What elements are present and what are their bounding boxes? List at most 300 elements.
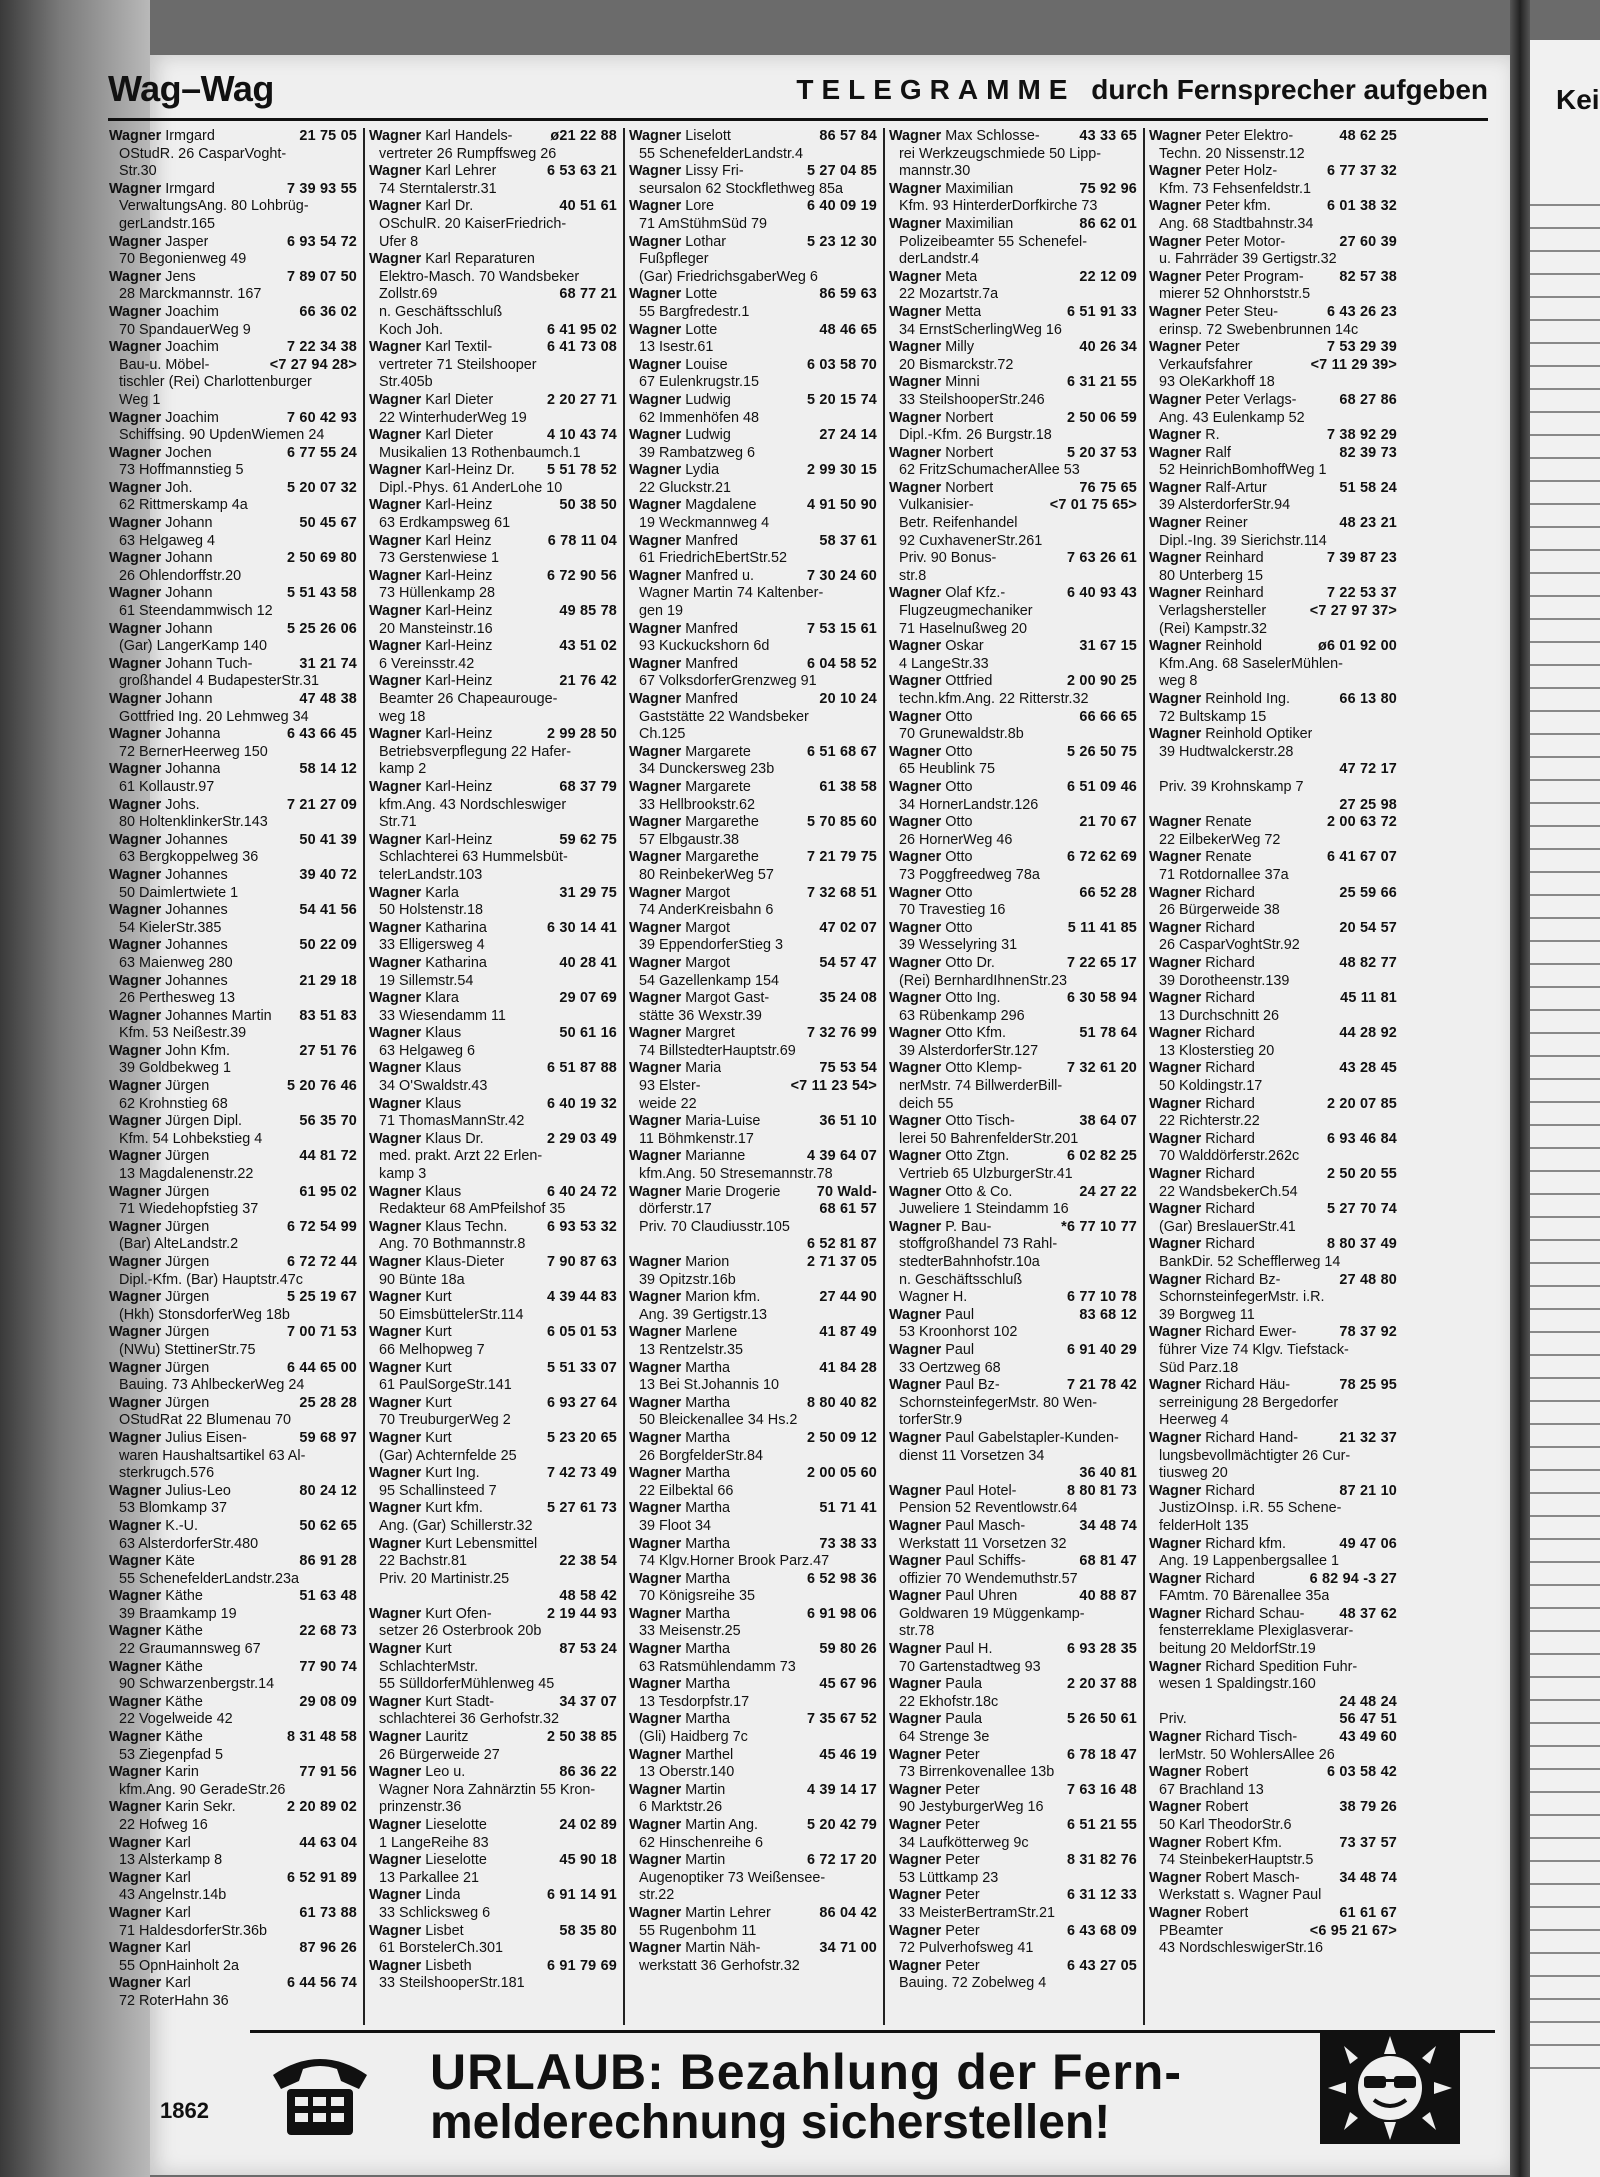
entry-text: 39 Braamkamp 19 bbox=[119, 1605, 237, 1622]
phone-number: 50 38 50 bbox=[559, 497, 617, 514]
phone-number: 5 11 41 85 bbox=[1067, 919, 1137, 936]
entry-name-line bbox=[1149, 990, 1397, 1008]
listing-entry bbox=[889, 779, 1137, 814]
entry-text: 92 CuxhavenerStr.261 bbox=[899, 532, 1043, 549]
entry-detail-line bbox=[629, 1870, 877, 1888]
entry-text: (Hkh) StonsdorferWeg 18b bbox=[119, 1306, 290, 1323]
entry-name-line bbox=[889, 955, 1137, 973]
entry-text: Wagner Martin Lehrer bbox=[629, 1904, 771, 1921]
entry-text: telerLandstr.103 bbox=[379, 866, 483, 883]
entry-name-line bbox=[1149, 955, 1397, 973]
phone-number: 5 26 50 61 bbox=[1066, 1711, 1137, 1728]
entry-text: Wagner Kurt Lebensmittel bbox=[369, 1535, 538, 1552]
surname: Wagner bbox=[369, 339, 422, 356]
entry-detail-line bbox=[109, 163, 357, 181]
entry-detail-line bbox=[629, 585, 877, 603]
entry-text: Wagner Maria-Luise bbox=[629, 1113, 761, 1130]
phone-number: 34 37 07 bbox=[559, 1693, 617, 1710]
phone-number: 40 88 87 bbox=[1079, 1588, 1137, 1605]
entry-text: Wagner Martha bbox=[629, 1641, 731, 1658]
surname: Wagner bbox=[369, 831, 422, 848]
entry-name-line bbox=[369, 1729, 617, 1747]
entry-text: waren Haushaltsartikel 63 Al- bbox=[119, 1447, 306, 1464]
entry-detail-line bbox=[629, 1096, 877, 1114]
surname: Wagner bbox=[889, 743, 942, 760]
entry-detail-line bbox=[109, 1923, 357, 1941]
listing-entry bbox=[1149, 920, 1397, 955]
entry-text: 39 Goldbekweg 1 bbox=[119, 1060, 232, 1077]
entry-detail-line bbox=[889, 427, 1137, 445]
entry-text: 63 AlsterdorferStr.480 bbox=[119, 1535, 259, 1552]
entry-text: Wagner Richard kfm. bbox=[1149, 1535, 1287, 1552]
surname: Wagner bbox=[889, 585, 942, 602]
phone-number: 5 51 33 07 bbox=[546, 1359, 617, 1376]
entry-detail-line bbox=[629, 709, 877, 727]
surname: Wagner bbox=[889, 339, 942, 356]
phone-number: 7 53 29 39 bbox=[1326, 339, 1397, 356]
entry-detail-line bbox=[629, 269, 877, 287]
listing-entry bbox=[369, 1817, 617, 1852]
phone-number: 7 00 71 53 bbox=[286, 1324, 357, 1341]
phone-number: 6 52 81 87 bbox=[806, 1236, 877, 1253]
phone-number: 83 51 83 bbox=[299, 1007, 357, 1024]
entry-name-line bbox=[889, 709, 1137, 727]
listing-entry bbox=[369, 885, 617, 920]
entry-name-line bbox=[629, 1289, 877, 1307]
listing-entry bbox=[109, 937, 357, 972]
listing-entry bbox=[109, 1043, 357, 1078]
entry-name-line bbox=[889, 990, 1137, 1008]
surname: Wagner bbox=[889, 268, 942, 285]
surname: Wagner bbox=[889, 1922, 942, 1939]
entry-text: Gaststätte 22 Wandsbeker bbox=[639, 708, 809, 725]
entry-text: Wagner Jochen bbox=[109, 444, 212, 461]
entry-text: Ang. 43 Eulenkamp 52 bbox=[1159, 409, 1305, 426]
phone-number: 8 80 81 73 bbox=[1066, 1482, 1137, 1499]
entry-name-line bbox=[1149, 1060, 1397, 1078]
entry-name-line bbox=[1149, 691, 1397, 709]
phone-number: 21 70 67 bbox=[1079, 814, 1137, 831]
surname: Wagner bbox=[629, 1641, 682, 1658]
surname: Wagner bbox=[369, 1218, 422, 1235]
entry-text: 95 Schallinsteed 7 bbox=[379, 1482, 497, 1499]
entry-name-line bbox=[1149, 1166, 1397, 1184]
surname: Wagner bbox=[369, 163, 422, 180]
entry-text: kamp 2 bbox=[379, 761, 427, 778]
entry-detail-line bbox=[889, 902, 1137, 920]
entry-text: Wagner Reinhard bbox=[1149, 550, 1264, 567]
entry-text: 20 Bismarckstr.72 bbox=[899, 356, 1014, 373]
listing-entry bbox=[109, 1254, 357, 1289]
entry-text: Wagner Robert bbox=[1149, 1764, 1249, 1781]
listing-entry bbox=[109, 1113, 357, 1148]
entry-text: 22 Vogelweide 42 bbox=[119, 1711, 233, 1728]
entry-detail-line bbox=[1149, 779, 1397, 797]
entry-text: Wagner Johanna bbox=[109, 726, 221, 743]
entry-detail-line bbox=[889, 1008, 1137, 1026]
entry-text: Wagner Linda bbox=[369, 1887, 461, 1904]
entry-text: Polizeibeamter 55 Schenefel- bbox=[899, 233, 1087, 250]
entry-text: mierer 52 Ohnhorststr.5 bbox=[1159, 286, 1311, 303]
entry-detail-line bbox=[889, 656, 1137, 674]
entry-detail-line bbox=[629, 1483, 877, 1501]
surname: Wagner bbox=[889, 409, 942, 426]
entry-text: derLandstr.4 bbox=[899, 251, 980, 268]
phone-number: 6 40 09 19 bbox=[806, 198, 877, 215]
entry-detail-line bbox=[369, 902, 617, 920]
listing-entry bbox=[629, 128, 877, 163]
surname: Wagner bbox=[109, 1007, 162, 1024]
entry-detail-line bbox=[109, 1747, 357, 1765]
entry-detail-line bbox=[1149, 497, 1397, 515]
surname: Wagner bbox=[1149, 163, 1202, 180]
entry-name-line bbox=[889, 920, 1137, 938]
surname: Wagner bbox=[109, 1834, 162, 1851]
entry-text: Wagner Johannes Martin bbox=[109, 1007, 272, 1024]
entry-text: Wagner Otto bbox=[889, 884, 973, 901]
listing-entry bbox=[889, 920, 1137, 955]
entry-detail-line bbox=[109, 920, 357, 938]
phone-number: 78 25 95 bbox=[1339, 1377, 1397, 1394]
entry-text: n. Geschäftsschluß bbox=[899, 1271, 1023, 1288]
entry-name-line bbox=[629, 163, 877, 181]
listing-entry bbox=[889, 1483, 1137, 1518]
entry-detail-line bbox=[629, 1694, 877, 1712]
phone-number: 4 91 50 90 bbox=[806, 497, 877, 514]
entry-text: Wagner Peter kfm. bbox=[1149, 198, 1271, 215]
listing-entry bbox=[109, 1289, 357, 1324]
entry-name-line bbox=[109, 1694, 357, 1712]
phone-number: 20 54 57 bbox=[1339, 919, 1397, 936]
listing-entry bbox=[109, 797, 357, 832]
entry-text: Wagner Karl-Heinz bbox=[369, 567, 493, 584]
phone-number: 2 50 20 55 bbox=[1326, 1166, 1397, 1183]
entry-name-line bbox=[109, 1113, 357, 1131]
entry-text: 67 Brachland 13 bbox=[1159, 1781, 1264, 1798]
entry-text: (Rei) BernhardIhnenStr.23 bbox=[899, 972, 1067, 989]
entry-detail-line bbox=[109, 374, 357, 392]
listing-entry bbox=[889, 480, 1137, 586]
listing-entry bbox=[369, 497, 617, 532]
entry-text: 73 Birrenkovenallee 13b bbox=[899, 1764, 1055, 1781]
surname: Wagner bbox=[629, 567, 682, 584]
phone-number: 45 90 18 bbox=[559, 1852, 617, 1869]
entry-text: 55 SchenefelderLandstr.4 bbox=[639, 145, 804, 162]
entry-text: (Gar) LangerKamp 140 bbox=[119, 638, 267, 655]
entry-detail-line bbox=[1149, 1307, 1397, 1325]
entry-text: 13 Alsterkamp 8 bbox=[119, 1852, 223, 1869]
entry-name-line bbox=[889, 1307, 1137, 1325]
entry-name-line bbox=[109, 1254, 357, 1272]
entry-text: 34 HornerLandstr.126 bbox=[899, 796, 1039, 813]
entry-text: Verkaufsfahrer bbox=[1159, 356, 1253, 373]
listing-entry bbox=[109, 1940, 357, 1975]
entry-text: weide 22 bbox=[639, 1095, 697, 1112]
entry-name-line bbox=[109, 937, 357, 955]
entry-name-line bbox=[109, 1835, 357, 1853]
phone-number: 58 14 12 bbox=[299, 761, 357, 778]
listing-entry bbox=[1149, 1096, 1397, 1131]
entry-name-line bbox=[629, 1606, 877, 1624]
entry-text: Fußpfleger bbox=[639, 251, 709, 268]
entry-detail-line bbox=[369, 1747, 617, 1765]
entry-text: Wagner Paula bbox=[889, 1711, 983, 1728]
surname: Wagner bbox=[629, 814, 682, 831]
entry-detail-line bbox=[1149, 1008, 1397, 1026]
phone-number: 47 48 38 bbox=[299, 691, 357, 707]
entry-text: Wagner Richard bbox=[1149, 1025, 1255, 1042]
phone-number: 6 43 27 05 bbox=[1066, 1957, 1137, 1974]
surname: Wagner bbox=[109, 444, 162, 461]
entry-text: 13 Bei St.Johannis 10 bbox=[639, 1377, 780, 1394]
entry-detail-line bbox=[109, 1025, 357, 1043]
entry-name-line bbox=[629, 1676, 877, 1694]
entry-text: Wagner Otto bbox=[889, 743, 973, 760]
entry-name-line bbox=[629, 1571, 877, 1589]
entry-text: 71 Haselnußweg 20 bbox=[899, 620, 1027, 637]
listing-entry bbox=[889, 1219, 1137, 1307]
listing-entry bbox=[369, 163, 617, 198]
surname: Wagner bbox=[889, 479, 942, 496]
entry-text: Wagner Karl Handels- bbox=[369, 128, 513, 144]
phone-number: 6 41 95 02 bbox=[546, 321, 617, 338]
listing-entry bbox=[889, 673, 1137, 708]
listing-entry bbox=[629, 1905, 877, 1940]
entry-name-line bbox=[889, 1676, 1137, 1694]
surname: Wagner bbox=[369, 1025, 422, 1042]
surname: Wagner bbox=[109, 1658, 162, 1675]
surname: Wagner bbox=[629, 954, 682, 971]
phone-number: 34 48 74 bbox=[1339, 1869, 1397, 1886]
listing-entry bbox=[109, 410, 357, 445]
listing-entry bbox=[889, 128, 1137, 181]
entry-text: 13 Oberstr.140 bbox=[639, 1764, 735, 1781]
entry-text: Wagner Karl-Heinz bbox=[369, 778, 493, 795]
surname: Wagner bbox=[1149, 990, 1202, 1007]
surname: Wagner bbox=[369, 427, 422, 444]
entry-text: Bauing. 72 Zobelweg 4 bbox=[899, 1975, 1047, 1992]
listing-entry bbox=[109, 1184, 357, 1219]
listing-entry bbox=[109, 1483, 357, 1518]
entry-detail-line bbox=[889, 568, 1137, 586]
surname: Wagner bbox=[109, 1764, 162, 1781]
entry-name-line bbox=[109, 1518, 357, 1536]
phone-number: 7 39 87 23 bbox=[1326, 550, 1397, 567]
entry-text: 33 Elligersweg 4 bbox=[379, 937, 485, 954]
phone-number: 6 77 37 32 bbox=[1326, 163, 1397, 180]
phone-number: 5 23 12 30 bbox=[806, 233, 877, 250]
phone-number: 5 51 43 58 bbox=[286, 585, 357, 602]
entry-text: Wagner Otto bbox=[889, 708, 973, 725]
phone-number: 54 41 56 bbox=[299, 902, 357, 919]
surname: Wagner bbox=[369, 1500, 422, 1517]
entry-text: 22 Eilbektal 66 bbox=[639, 1482, 734, 1499]
entry-text: Wagner Kurt bbox=[369, 1641, 452, 1658]
listing-entry bbox=[1149, 885, 1397, 920]
surname: Wagner bbox=[1149, 198, 1202, 215]
surname: Wagner bbox=[369, 1922, 422, 1939]
surname: Wagner bbox=[1149, 884, 1202, 901]
phone-number: 2 20 89 02 bbox=[286, 1799, 357, 1816]
entry-text: Wagner Johannes bbox=[109, 902, 228, 919]
entry-text: Wagner Johanna bbox=[109, 761, 221, 778]
entry-text: Wagner Käthe bbox=[109, 1658, 203, 1675]
phone-number: 48 37 62 bbox=[1339, 1605, 1397, 1622]
entry-text: Wagner Otto bbox=[889, 849, 973, 866]
entry-text: torferStr.9 bbox=[899, 1412, 963, 1429]
entry-text: Wagner Lissy Fri- bbox=[629, 163, 744, 180]
phone-number: 66 52 28 bbox=[1079, 884, 1137, 901]
entry-text: 19 Weckmannweg 4 bbox=[639, 515, 770, 532]
surname: Wagner bbox=[369, 726, 422, 743]
next-page-header: Kei bbox=[1556, 84, 1600, 115]
entry-name-line bbox=[369, 1430, 617, 1448]
entry-name-line bbox=[109, 1395, 357, 1413]
entry-name-line bbox=[629, 1025, 877, 1043]
surname: Wagner bbox=[629, 1289, 682, 1306]
entry-detail-line bbox=[369, 1377, 617, 1395]
entry-name-line bbox=[1149, 1272, 1397, 1290]
phone-number: 27 60 39 bbox=[1339, 233, 1397, 250]
phone-number: 56 47 51 bbox=[1339, 1711, 1397, 1728]
entry-text: Wagner Martha bbox=[629, 1500, 731, 1517]
entry-text: 50 Bleickenallee 34 Hs.2 bbox=[639, 1412, 798, 1429]
entry-text: Wagner Karl Dieter bbox=[369, 391, 494, 408]
surname: Wagner bbox=[629, 1183, 682, 1200]
surname: Wagner bbox=[369, 1817, 422, 1833]
phone-number: 27 44 90 bbox=[819, 1289, 877, 1306]
phone-number: 2 50 06 59 bbox=[1066, 409, 1137, 426]
phone-number: 2 20 37 88 bbox=[1066, 1676, 1137, 1693]
listing-entry bbox=[629, 1500, 877, 1535]
surname: Wagner bbox=[369, 1183, 422, 1200]
entry-text: 73 Poggfreedweg 78a bbox=[899, 866, 1040, 883]
entry-text: 74 BillstedterHauptstr.69 bbox=[639, 1042, 796, 1059]
entry-detail-line bbox=[629, 1729, 877, 1747]
surname: Wagner bbox=[889, 778, 942, 795]
entry-detail-line bbox=[629, 1887, 877, 1905]
entry-text: Gottfried Ing. 20 Lehmweg 34 bbox=[119, 708, 309, 725]
entry-name-line bbox=[109, 269, 357, 287]
entry-text: kfm.Ang. 43 Nordschleswiger bbox=[379, 796, 567, 813]
surname: Wagner bbox=[1149, 691, 1202, 707]
surname: Wagner bbox=[1149, 444, 1202, 461]
entry-detail-line bbox=[369, 1342, 617, 1360]
surname: Wagner bbox=[369, 1764, 422, 1781]
entry-text: rei Werkzeugschmiede 50 Lipp- bbox=[899, 145, 1102, 162]
entry-name-line bbox=[1149, 849, 1397, 867]
phone-number: ø6 01 92 00 bbox=[1317, 638, 1397, 655]
listing-entry bbox=[629, 990, 877, 1025]
phone-number: 25 28 28 bbox=[299, 1394, 357, 1411]
listing-entry bbox=[369, 1887, 617, 1922]
phone-number: 22 12 09 bbox=[1079, 268, 1137, 285]
surname: Wagner bbox=[629, 532, 682, 549]
phone-number: 40 26 34 bbox=[1079, 339, 1137, 356]
listing-entry bbox=[1149, 1483, 1397, 1536]
entry-text: 63 Bergkoppelweg 36 bbox=[119, 849, 259, 866]
entry-text: 50 Koldingstr.17 bbox=[1159, 1078, 1263, 1095]
entry-name-line bbox=[1149, 234, 1397, 252]
entry-text: 34 ErnstScherlingWeg 16 bbox=[899, 321, 1062, 338]
entry-text: Wagner Peter bbox=[889, 1852, 980, 1869]
phone-number: 40 51 61 bbox=[559, 198, 617, 215]
surname: Wagner bbox=[369, 778, 422, 795]
entry-text: 72 BernerHeerweg 150 bbox=[119, 743, 268, 760]
listing-entry bbox=[109, 1835, 357, 1870]
entry-name-line bbox=[889, 339, 1137, 357]
phone-number: 59 62 75 bbox=[559, 831, 617, 848]
entry-detail-line bbox=[369, 550, 617, 568]
entry-name-line bbox=[109, 902, 357, 920]
entry-text: 55 Rugenbohm 11 bbox=[639, 1922, 757, 1939]
entry-text: 28 Marckmannstr. 167 bbox=[119, 286, 262, 303]
entry-name-line bbox=[629, 1782, 877, 1800]
entry-detail-line bbox=[629, 638, 877, 656]
listing-entry bbox=[889, 849, 1137, 884]
listing-entry bbox=[1149, 1131, 1397, 1166]
listing-entry bbox=[889, 990, 1137, 1025]
entry-text: Vertrieb 65 UlzburgerStr.41 bbox=[899, 1166, 1073, 1183]
listing-entry bbox=[369, 339, 617, 392]
entry-detail-line bbox=[109, 1536, 357, 1554]
entry-name-line bbox=[369, 1536, 617, 1554]
listing-entry bbox=[1149, 128, 1397, 163]
entry-name-line bbox=[629, 1395, 877, 1413]
listing-entry bbox=[629, 744, 877, 779]
entry-detail-line bbox=[889, 797, 1137, 815]
surname: Wagner bbox=[889, 1306, 942, 1323]
listing-entry bbox=[629, 427, 877, 462]
listing-entry bbox=[109, 1764, 357, 1799]
surname: Wagner bbox=[889, 1781, 942, 1798]
surname: Wagner bbox=[1149, 726, 1202, 743]
entry-detail-line bbox=[109, 955, 357, 973]
phone-number: 6 91 14 91 bbox=[546, 1887, 617, 1904]
phone-number: <7 01 75 65> bbox=[1049, 497, 1137, 514]
listing-entry bbox=[889, 1887, 1137, 1922]
entry-detail-line bbox=[629, 1659, 877, 1677]
listing-entry bbox=[629, 691, 877, 744]
entry-name-line bbox=[889, 1483, 1137, 1501]
entry-text: 34 Dunckersweg 23b bbox=[639, 761, 775, 778]
listing-entry bbox=[1149, 1430, 1397, 1483]
surname: Wagner bbox=[1149, 1201, 1202, 1218]
entry-detail-line bbox=[109, 1887, 357, 1905]
entry-name-line bbox=[1149, 1324, 1397, 1342]
entry-name-line bbox=[109, 1870, 357, 1888]
entry-detail-line bbox=[629, 1131, 877, 1149]
listing-entry bbox=[629, 163, 877, 198]
entry-text: 71 ThomasMannStr.42 bbox=[379, 1113, 525, 1130]
entry-detail-line bbox=[369, 374, 617, 392]
entry-text: 63 Helgaweg 4 bbox=[119, 532, 216, 549]
surname: Wagner bbox=[109, 1869, 162, 1886]
listing-entry bbox=[1149, 234, 1397, 269]
entry-name-line bbox=[889, 1025, 1137, 1043]
phone-number: 66 13 80 bbox=[1339, 691, 1397, 707]
phone-number: 2 00 90 25 bbox=[1066, 673, 1137, 690]
phone-number: 6 31 12 33 bbox=[1066, 1887, 1137, 1904]
surname: Wagner bbox=[1149, 1904, 1202, 1921]
phone-number: 48 58 42 bbox=[559, 1588, 617, 1605]
surname: Wagner bbox=[629, 1817, 682, 1833]
surname: Wagner bbox=[629, 427, 682, 444]
surname: Wagner bbox=[889, 1588, 942, 1605]
entry-text: 73 Hoffmannstieg 5 bbox=[119, 462, 244, 479]
alphabet-range: Wag–Wag bbox=[108, 68, 274, 109]
listing-entry bbox=[629, 533, 877, 568]
